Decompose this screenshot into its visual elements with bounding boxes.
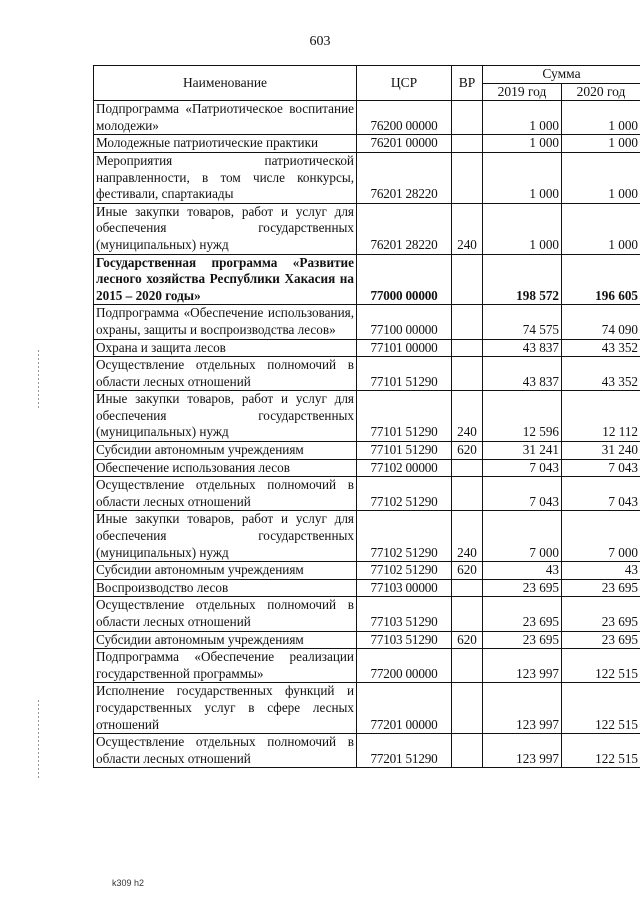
row-csr: 77103 51290 bbox=[357, 631, 452, 649]
row-sum-2020: 31 240 bbox=[562, 442, 640, 460]
row-sum-2020: 1 000 bbox=[562, 152, 640, 203]
row-sum-2019: 23 695 bbox=[483, 579, 562, 597]
row-csr: 77101 51290 bbox=[357, 357, 452, 391]
row-vr: 620 bbox=[452, 442, 483, 460]
row-name: Воспроизводство лесов bbox=[94, 579, 357, 597]
row-sum-2019: 43 bbox=[483, 562, 562, 580]
row-sum-2020: 1 000 bbox=[562, 101, 640, 135]
header-year-2019: 2019 год bbox=[483, 83, 562, 101]
row-sum-2019: 123 997 bbox=[483, 683, 562, 734]
table-row bbox=[94, 631, 640, 649]
row-csr: 77101 51290 bbox=[357, 442, 452, 460]
row-csr: 77201 51290 bbox=[357, 734, 452, 768]
row-sum-2019: 1 000 bbox=[483, 101, 562, 135]
table-row bbox=[94, 597, 640, 631]
row-csr: 76201 00000 bbox=[357, 135, 452, 153]
row-sum-2020: 23 695 bbox=[562, 631, 640, 649]
row-name: Подпрограмма «Обеспечение реализации государственной программы» bbox=[94, 649, 357, 683]
row-name: Осуществление отдельных полномочий в области лесных отношений bbox=[94, 357, 357, 391]
row-vr bbox=[452, 597, 483, 631]
row-vr bbox=[452, 339, 483, 357]
header-sum: Сумма bbox=[483, 66, 640, 84]
row-name: Иные закупки товаров, работ и услуг для обеспечения государственных (муниципальных) нужд bbox=[94, 511, 357, 562]
row-name: Иные закупки товаров, работ и услуг для обеспечения государственных (муниципальных) нужд bbox=[94, 391, 357, 442]
table-row bbox=[94, 101, 640, 135]
row-csr: 77100 00000 bbox=[357, 305, 452, 339]
header-vr: ВР bbox=[452, 66, 483, 101]
table-row bbox=[94, 203, 640, 254]
row-sum-2020: 7 043 bbox=[562, 477, 640, 511]
row-sum-2019: 123 997 bbox=[483, 649, 562, 683]
row-name: Подпрограмма «Патриотическое воспитание молодежи» bbox=[94, 101, 357, 135]
row-sum-2020: 122 515 bbox=[562, 649, 640, 683]
row-name: Осуществление отдельных полномочий в области лесных отношений bbox=[94, 477, 357, 511]
row-name: Субсидии автономным учреждениям bbox=[94, 562, 357, 580]
row-sum-2020: 74 090 bbox=[562, 305, 640, 339]
table-row bbox=[94, 254, 640, 305]
row-sum-2020: 1 000 bbox=[562, 135, 640, 153]
row-name: Подпрограмма «Обеспечение использования, охраны, защиты и воспроизводства лесов» bbox=[94, 305, 357, 339]
row-sum-2020: 43 352 bbox=[562, 339, 640, 357]
row-vr bbox=[452, 459, 483, 477]
row-sum-2020: 1 000 bbox=[562, 203, 640, 254]
row-csr: 77102 51290 bbox=[357, 562, 452, 580]
row-vr bbox=[452, 477, 483, 511]
budget-table bbox=[93, 65, 640, 768]
table-row bbox=[94, 511, 640, 562]
row-name: Субсидии автономным учреждениям bbox=[94, 631, 357, 649]
row-sum-2019: 23 695 bbox=[483, 597, 562, 631]
row-sum-2019: 31 241 bbox=[483, 442, 562, 460]
row-sum-2019: 7 043 bbox=[483, 477, 562, 511]
row-csr: 77102 00000 bbox=[357, 459, 452, 477]
row-sum-2020: 23 695 bbox=[562, 579, 640, 597]
row-csr: 76201 28220 bbox=[357, 152, 452, 203]
header-name: Наименование bbox=[94, 66, 357, 101]
table-row bbox=[94, 391, 640, 442]
row-sum-2020: 122 515 bbox=[562, 683, 640, 734]
row-name: Молодежные патриотические практики bbox=[94, 135, 357, 153]
row-csr: 76201 28220 bbox=[357, 203, 452, 254]
row-name: Государственная программа «Развитие лесного хозяйства Республики Хакасия на 2015 – 2020 годы» bbox=[94, 254, 357, 305]
row-csr: 77102 51290 bbox=[357, 477, 452, 511]
table-row bbox=[94, 683, 640, 734]
row-csr: 77103 51290 bbox=[357, 597, 452, 631]
margin-mark-lower bbox=[38, 700, 39, 780]
row-csr: 76200 00000 bbox=[357, 101, 452, 135]
row-vr bbox=[452, 254, 483, 305]
row-vr: 240 bbox=[452, 391, 483, 442]
row-name: Иные закупки товаров, работ и услуг для обеспечения государственных (муниципальных) нужд bbox=[94, 203, 357, 254]
table-row bbox=[94, 442, 640, 460]
row-vr bbox=[452, 579, 483, 597]
row-sum-2020: 122 515 bbox=[562, 734, 640, 768]
row-vr bbox=[452, 152, 483, 203]
row-sum-2019: 123 997 bbox=[483, 734, 562, 768]
row-vr: 240 bbox=[452, 511, 483, 562]
row-vr: 240 bbox=[452, 203, 483, 254]
table-row bbox=[94, 357, 640, 391]
row-vr bbox=[452, 135, 483, 153]
row-vr bbox=[452, 357, 483, 391]
row-sum-2019: 1 000 bbox=[483, 135, 562, 153]
row-name: Осуществление отдельных полномочий в области лесных отношений bbox=[94, 597, 357, 631]
footer-code: k309 h2 bbox=[112, 878, 145, 888]
row-sum-2019: 1 000 bbox=[483, 203, 562, 254]
row-sum-2020: 43 bbox=[562, 562, 640, 580]
row-sum-2020: 43 352 bbox=[562, 357, 640, 391]
row-csr: 77200 00000 bbox=[357, 649, 452, 683]
table-row bbox=[94, 477, 640, 511]
row-csr: 77000 00000 bbox=[357, 254, 452, 305]
row-csr: 77101 51290 bbox=[357, 391, 452, 442]
table-row bbox=[94, 152, 640, 203]
row-sum-2019: 43 837 bbox=[483, 339, 562, 357]
page-number: 603 bbox=[309, 34, 331, 49]
row-csr: 77201 00000 bbox=[357, 683, 452, 734]
table-row bbox=[94, 135, 640, 153]
row-sum-2020: 12 112 bbox=[562, 391, 640, 442]
row-sum-2020: 196 605 bbox=[562, 254, 640, 305]
row-sum-2019: 43 837 bbox=[483, 357, 562, 391]
row-csr: 77102 51290 bbox=[357, 511, 452, 562]
row-sum-2019: 12 596 bbox=[483, 391, 562, 442]
row-name: Осуществление отдельных полномочий в области лесных отношений bbox=[94, 734, 357, 768]
row-vr bbox=[452, 683, 483, 734]
margin-mark-upper bbox=[38, 350, 39, 410]
row-sum-2020: 23 695 bbox=[562, 597, 640, 631]
table-row bbox=[94, 649, 640, 683]
row-sum-2019: 198 572 bbox=[483, 254, 562, 305]
header-year-2020: 2020 год bbox=[562, 83, 640, 101]
row-name: Охрана и защита лесов bbox=[94, 339, 357, 357]
row-vr bbox=[452, 734, 483, 768]
row-csr: 77103 00000 bbox=[357, 579, 452, 597]
row-sum-2019: 7 043 bbox=[483, 459, 562, 477]
row-vr: 620 bbox=[452, 562, 483, 580]
header-csr: ЦСР bbox=[357, 66, 452, 101]
table-row bbox=[94, 339, 640, 357]
row-sum-2019: 7 000 bbox=[483, 511, 562, 562]
row-name: Обеспечение использования лесов bbox=[94, 459, 357, 477]
row-sum-2019: 1 000 bbox=[483, 152, 562, 203]
row-vr bbox=[452, 305, 483, 339]
table-row bbox=[94, 459, 640, 477]
row-name: Исполнение государственных функций и государственных услуг в сфере лесных отношений bbox=[94, 683, 357, 734]
row-vr bbox=[452, 649, 483, 683]
row-name: Мероприятия патриотической направленности, в том числе конкурсы, фестивали, спартакиады bbox=[94, 152, 357, 203]
row-sum-2020: 7 043 bbox=[562, 459, 640, 477]
row-vr: 620 bbox=[452, 631, 483, 649]
table-body bbox=[94, 101, 640, 768]
row-csr: 77101 00000 bbox=[357, 339, 452, 357]
row-vr bbox=[452, 101, 483, 135]
row-name: Субсидии автономным учреждениям bbox=[94, 442, 357, 460]
table-row bbox=[94, 305, 640, 339]
table-row bbox=[94, 579, 640, 597]
table-row bbox=[94, 562, 640, 580]
table-row bbox=[94, 734, 640, 768]
row-sum-2019: 74 575 bbox=[483, 305, 562, 339]
row-sum-2020: 7 000 bbox=[562, 511, 640, 562]
row-sum-2019: 23 695 bbox=[483, 631, 562, 649]
